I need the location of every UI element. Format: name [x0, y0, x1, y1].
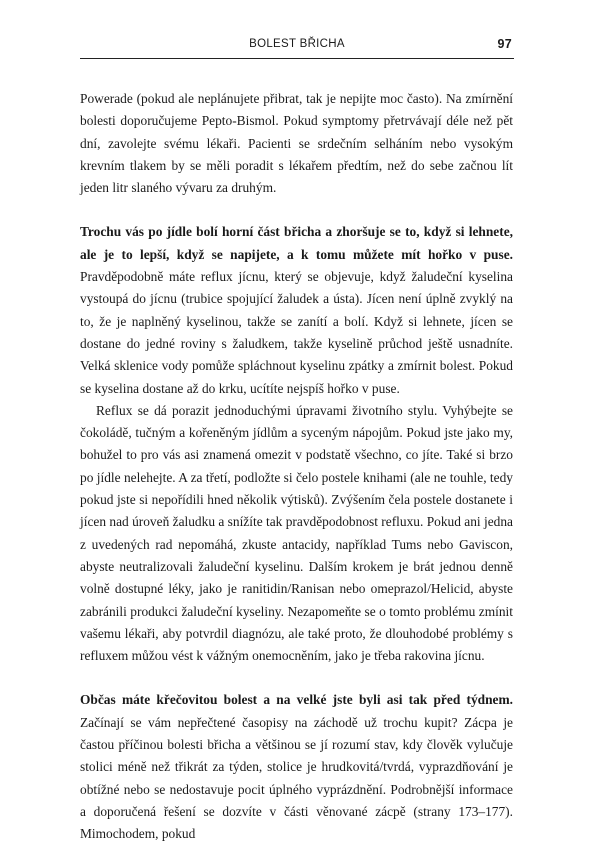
running-header [80, 36, 514, 59]
paragraph-text: Reflux se dá porazit jednoduchými úpravami životního stylu. Vyhýbejte se čokoládě, tučným a kořeněným jídlům a syceným nápojům. Pokud jste jako my, bohužel to pro vás asi znamená omezit v podstatě všechno, co jíte. Také si brzo po jídle nelehejte. A za třetí, podložte si čelo postele knihami (ale ne touhle, tedy pokud jste si nepořídili hned několik výtisků). Zvýšením čela postele dostanete i jícen nad úroveň žaludku a snížíte tak pravděpodobnost refluxu. Pokud ani jedna z uvedených rad nepomáhá, zkuste antacidy, například Tums nebo Gaviscon, abyste neutralizovali žaludeční kyselinu. Dalším krokem je brát jednou denně volně dostupné léky, jako je ranitidin/Ranisan nebo omeprazol/Helicid, abyste zabránili produkci žaludeční kyseliny. Nezapomeňte se o tomto problému zmínit vašemu lékaři, aby potvrdil diagnózu, ale také proto, že dlouhodobé problémy s refluxem můžou vést k vážným onemocněním, jako je třeba rakovina jícnu. [80, 402, 513, 664]
paragraph-powerade [80, 88, 513, 199]
page-number: 97 [497, 37, 512, 51]
paragraph-lead: Občas máte křečovitou bolest a na velké jste byli asi tak před týdnem. [80, 692, 513, 708]
running-title: BOLEST BŘICHA [249, 38, 345, 50]
paragraph-reflux-intro [80, 221, 513, 399]
paragraph-text: Pravděpodobně máte reflux jícnu, který se objevuje, když žaludeční kyselina vystoupá do jícnu (trubice spojující žaludek a ústa). Jícen není úplně zvyklý na to, že je naplněný kyselinou, takže se zanítí a bolí. Když si lehnete, jícen se dostane do jedné roviny s žaludkem, takže kyselině průchod ještě usnadníte. Velká sklenice vody pomůže spláchnout kyselinu zpátky a zmírnit bolest. Pokud se kyselina dostane až do krku, ucítíte nejspíš hořko v puse. [80, 269, 513, 396]
paragraph-lead: Trochu vás po jídle bolí horní část břicha a zhoršuje se to, když si lehnete, ale je to lepší, když se napijete, a k tomu můžete mít hořko v puse. [80, 224, 513, 262]
paragraph-reflux-advice [80, 400, 513, 668]
paragraph-constipation [80, 689, 513, 845]
paragraph-text: Začínají se vám nepřečtené časopisy na záchodě už trochu kupit? Zácpa je častou příčinou bolesti břicha a většinou se jí rozumí stav, kdy člověk vylučuje stolici méně než třikrát za týden, stolice je hrudkovitá/tvrdá, vyprazdňování je obtížné nebo se nedostavuje pocit úplného vyprázdnění. Podrobnější informace a doporučená řešení se dozvíte v části věnované zácpě (strany 173–177). Mimochodem, pokud [80, 714, 513, 842]
paragraph-text: Powerade (pokud ale neplánujete přibrat, tak je nepijte moc často). Na zmírnění bolesti doporučujeme Pepto-Bismol. Pokud symptomy přetrvávají déle než pět dní, zavolejte svému lékaři. Pacienti se srdečním selháním nebo vysokým krevním tlakem by se měli poradit s lékařem předtím, než do sebe začnou lít jeden litr slaného vývaru za druhým. [80, 91, 513, 196]
body-text [80, 88, 513, 846]
